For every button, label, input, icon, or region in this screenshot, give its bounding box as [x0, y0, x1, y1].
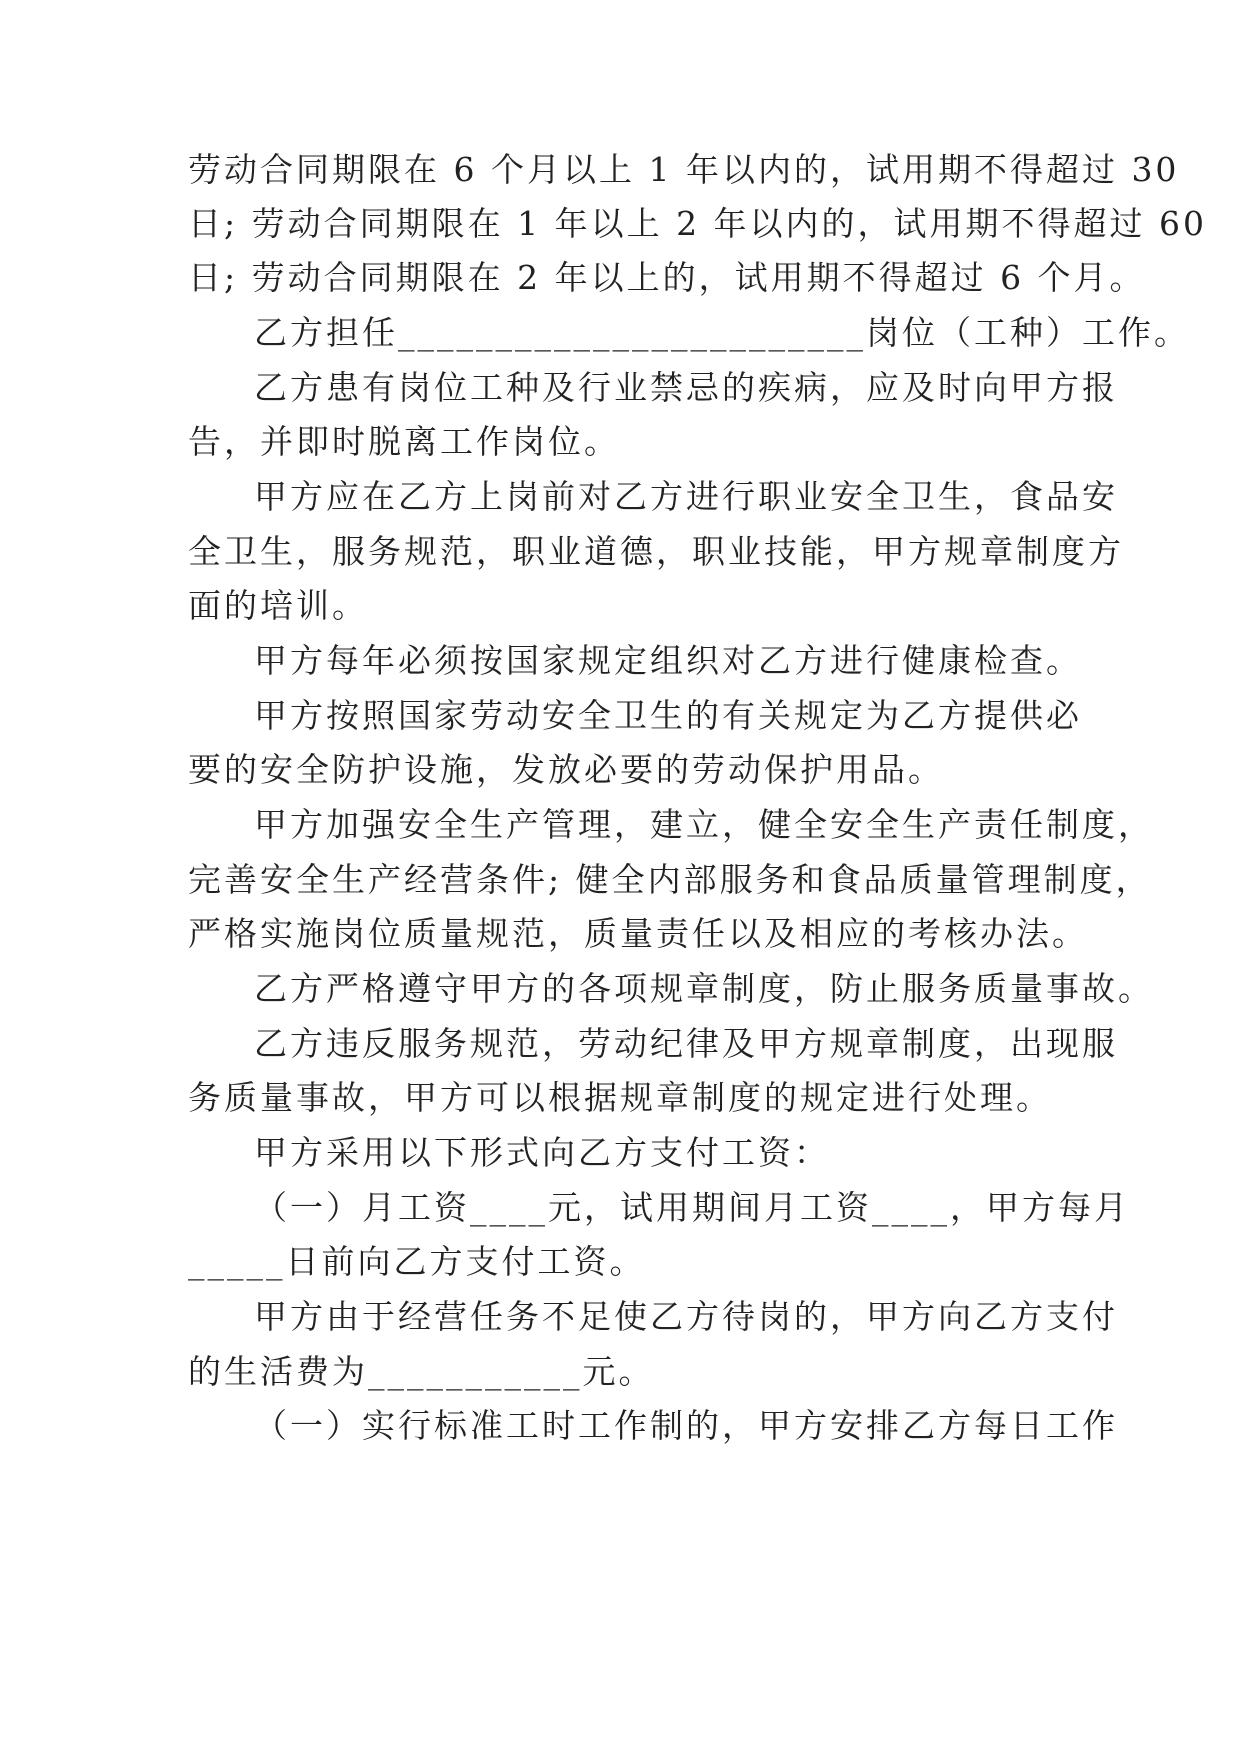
text-line: _____日前向乙方支付工资。 — [188, 1242, 646, 1281]
text-line: 甲方加强安全生产管理，建立，健全安全生产责任制度， — [254, 805, 1154, 844]
text-line: 日; 劳动合同期限在 2 年以上的，试用期不得超过 6 个月。 — [188, 258, 1146, 297]
text-line: 甲方应在乙方上岗前对乙方进行职业安全卫生，食品安 — [254, 477, 1118, 516]
text-line: 乙方违反服务规范，劳动纪律及甲方规章制度，出现服 — [254, 1024, 1118, 1063]
text-line: 甲方由于经营任务不足使乙方待岗的，甲方向乙方支付 — [254, 1297, 1118, 1336]
text-line: 乙方严格遵守甲方的各项规章制度，防止服务质量事故。 — [254, 969, 1154, 1008]
text-line: 告，并即时脱离工作岗位。 — [188, 422, 620, 461]
text-line: 乙方担任________________________岗位（工种）工作。 — [254, 313, 1190, 352]
text-line: 日; 劳动合同期限在 1 年以上 2 年以内的，试用期不得超过 60 — [188, 204, 1208, 243]
text-line: 甲方采用以下形式向乙方支付工资： — [254, 1133, 830, 1172]
text-line: 甲方按照国家劳动安全卫生的有关规定为乙方提供必 — [254, 696, 1082, 735]
text-line: 严格实施岗位质量规范，质量责任以及相应的考核办法。 — [188, 914, 1088, 953]
text-line: 甲方每年必须按国家规定组织对乙方进行健康检查。 — [254, 641, 1082, 680]
text-line: 务质量事故，甲方可以根据规章制度的规定进行处理。 — [188, 1078, 1052, 1117]
text-line: 完善安全生产经营条件; 健全内部服务和食品质量管理制度， — [188, 860, 1152, 899]
text-line: 要的安全防护设施，发放必要的劳动保护用品。 — [188, 750, 944, 789]
text-line: 全卫生，服务规范，职业道德，职业技能，甲方规章制度方 — [188, 532, 1124, 571]
text-line: （一）月工资____元，试用期间月工资____，甲方每月 — [254, 1188, 1130, 1227]
text-line: 劳动合同期限在 6 个月以上 1 年以内的，试用期不得超过 30 — [188, 150, 1180, 189]
text-line: 乙方患有岗位工种及行业禁忌的疾病，应及时向甲方报 — [254, 368, 1118, 407]
text-line: 面的培训。 — [188, 586, 368, 625]
text-line: 的生活费为___________元。 — [188, 1352, 655, 1391]
text-line: （一）实行标准工时工作制的，甲方安排乙方每日工作 — [254, 1406, 1118, 1445]
